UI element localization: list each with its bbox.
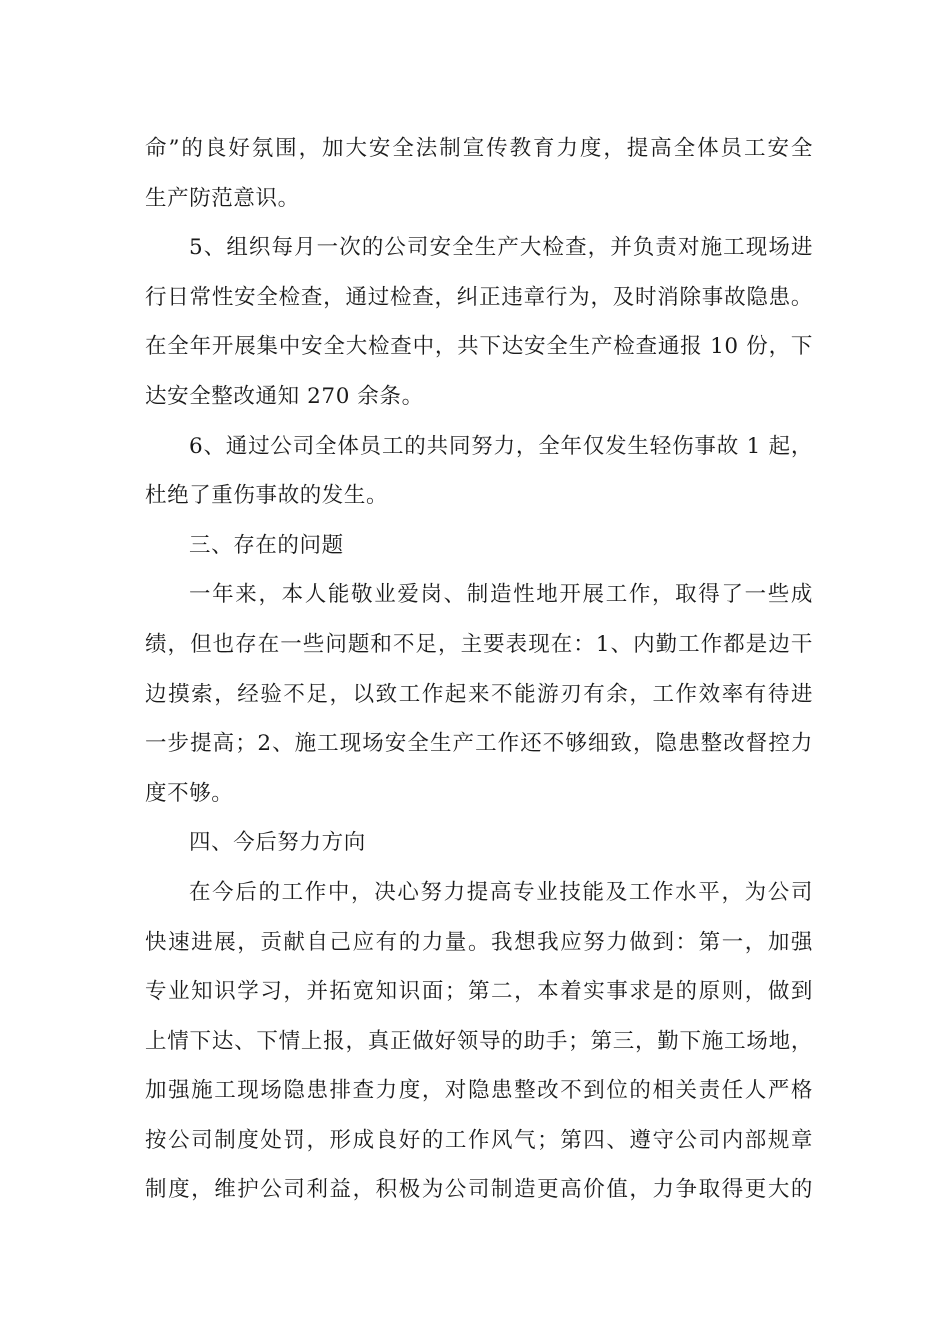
text-line: 生产防范意识。 [145,185,300,211]
text-line: 一年来，本人能敬业爱岗、制造性地开展工作，取得了一些成 [189,582,813,608]
text-line: 度不够。 [145,780,234,806]
text-line: 行日常性安全检查，通过检查，纠正违章行为，及时消除事故隐患。 [145,284,813,310]
text-line: 绩，但也存在一些问题和不足，主要表现在：1、内勤工作都是边干 [145,631,813,657]
text-line: 加强施工现场隐患排查力度，对隐患整改不到位的相关责任人严格 [145,1078,813,1104]
text-line: 杜绝了重伤事故的发生。 [145,483,389,509]
text-line: 快速进展，贡献自己应有的力量。我想我应努力做到：第一，加强 [145,929,813,955]
document-page [145,124,813,1215]
text-line: 制度，维护公司利益，积极为公司制造更高价值，力争取得更大的 [145,1177,813,1203]
text-line: 上情下达、下情上报，真正做好领导的助手；第三，勤下施工场地， [145,1028,813,1054]
text-line: 专业知识学习，并拓宽知识面；第二，本着实事求是的原则，做到 [145,979,813,1005]
text-line: 四、今后努力方向 [189,830,366,856]
text-line: 三、存在的问题 [189,532,344,558]
text-line: 边摸索，经验不足，以致工作起来不能游刃有余，工作效率有待进 [145,681,813,707]
text-line: 一步提高；2、施工现场安全生产工作还不够细致，隐患整改督控力 [145,731,813,757]
text-line: 按公司制度处罚，形成良好的工作风气；第四、遵守公司内部规章 [145,1127,813,1153]
text-line: 命”的良好氛围，加大安全法制宣传教育力度，提高全体员工安全 [145,136,813,161]
text-line: 5、组织每月一次的公司安全生产大检查，并负责对施工现场进 [189,235,813,261]
text-line: 在今后的工作中，决心努力提高专业技能及工作水平，为公司 [189,879,813,905]
text-line: 在全年开展集中安全大检查中，共下达安全生产检查通报 10 份，下 [145,334,813,360]
text-line: 达安全整改通知 270 余条。 [145,383,424,409]
text-line: 6、通过公司全体员工的共同努力，全年仅发生轻伤事故 1 起， [189,433,813,459]
